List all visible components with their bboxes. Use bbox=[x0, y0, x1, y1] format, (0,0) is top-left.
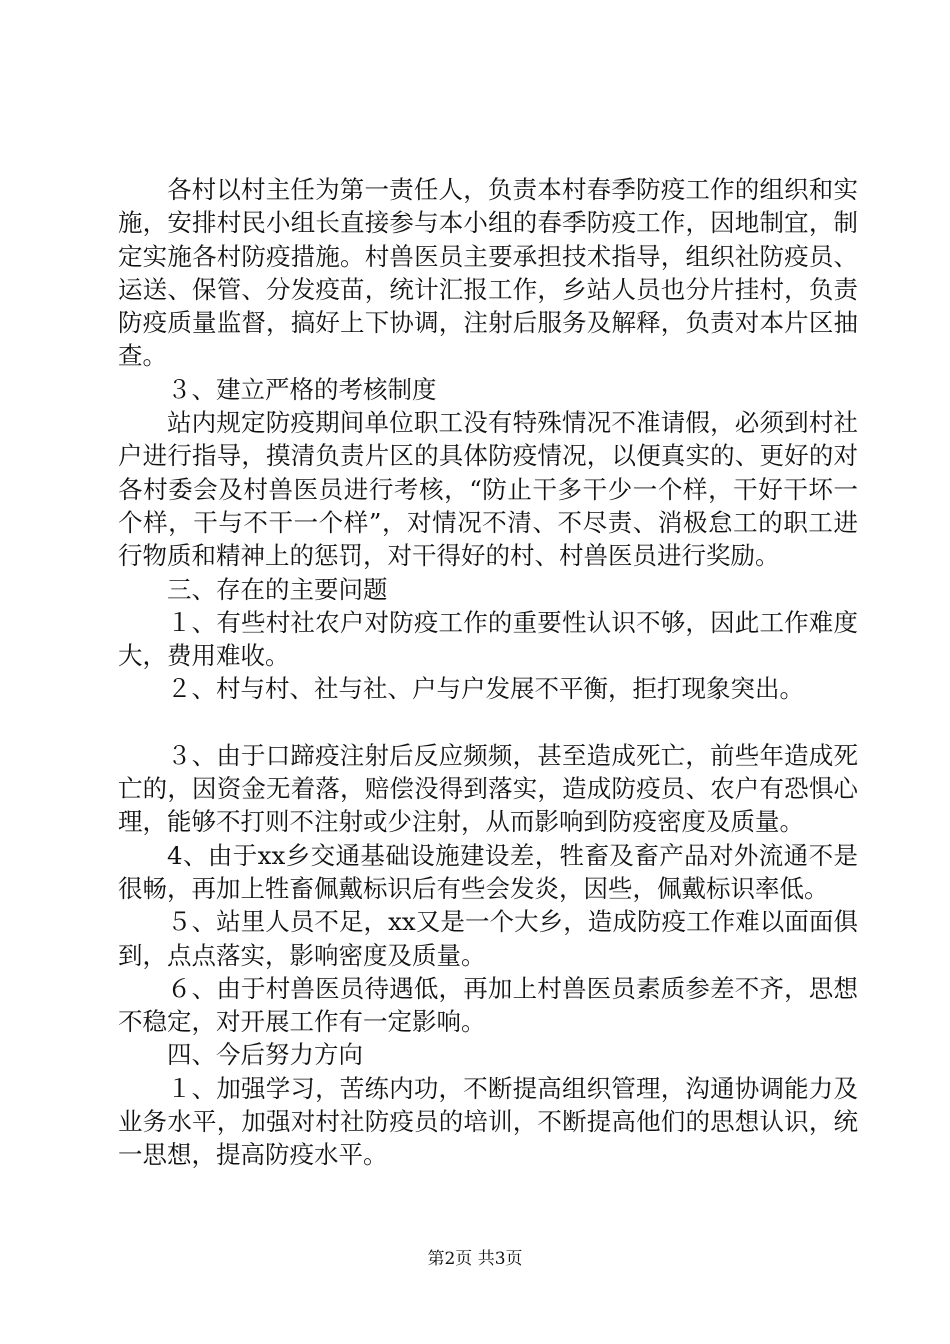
page-number-footer: 第2页 共3页 bbox=[427, 1249, 523, 1269]
paragraph-assessment: 站内规定防疫期间单位职工没有特殊情况不准请假，必须到村社户进行指导，摸清负责片区的具体防疫情况，以便真实的、更好的对各村委会及村兽医员进行考核，“防止干多干少一个样，干好干坏一个样，干与不干一个样”，对情况不清、不尽责、消极怠工的职工进行物质和精神上的惩罚，对干得好的村、村兽医员进行奖励。 bbox=[118, 408, 858, 571]
heading-assessment-system: ３、建立严格的考核制度 bbox=[167, 374, 437, 404]
paragraph-problem-6: ６、由于村兽医员待遇低，再加上村兽医员素质参差不齐，思想不稳定，对开展工作有一定影响。 bbox=[118, 973, 858, 1037]
paragraph-problem-2: ２、村与村、社与社、户与户发展不平衡，拒打现象突出。 bbox=[167, 674, 804, 704]
heading-future-direction: 四、今后努力方向 bbox=[167, 1040, 363, 1070]
paragraph-responsibility: 各村以村主任为第一责任人，负责本村春季防疫工作的组织和实施，安排村民小组长直接参与本小组的春季防疫工作，因地制宜，制定实施各村防疫措施。村兽医员主要承担技术指导，组织社防疫员、运送、保管、分发疫苗，统计汇报工作，乡站人员也分片挂村，负责防疫质量监督，搞好上下协调，注射后服务及解释，负责对本片区抽查。 bbox=[118, 175, 858, 371]
paragraph-problem-5: ５、站里人员不足，xx又是一个大乡，造成防疫工作难以面面俱到，点点落实，影响密度及质量。 bbox=[118, 907, 858, 970]
paragraph-problem-1: １、有些村社农户对防疫工作的重要性认识不够，因此工作难度大，费用难收。 bbox=[118, 607, 858, 671]
paragraph-direction-1: １、加强学习，苦练内功，不断提高组织管理，沟通协调能力及业务水平，加强对村社防疫员的培训，不断提高他们的思想认识，统一思想，提高防疫水平。 bbox=[118, 1073, 858, 1170]
document-body bbox=[118, 173, 858, 1172]
paragraph-problem-4: 4、由于xx乡交通基础设施建设差，牲畜及畜产品对外流通不是很畅，再加上牲畜佩戴标识后有些会发炎，因些，佩戴标识率低。 bbox=[118, 840, 858, 903]
heading-main-problems: 三、存在的主要问题 bbox=[167, 574, 388, 604]
blank-line bbox=[118, 706, 858, 739]
paragraph-problem-3: ３、由于口蹄疫注射后反应频频，甚至造成死亡，前些年造成死亡的，因资金无着落，赔偿没得到落实，造成防疫员、农户有恐惧心理，能够不打则不注射或少注射，从而影响到防疫密度及质量。 bbox=[118, 740, 858, 837]
